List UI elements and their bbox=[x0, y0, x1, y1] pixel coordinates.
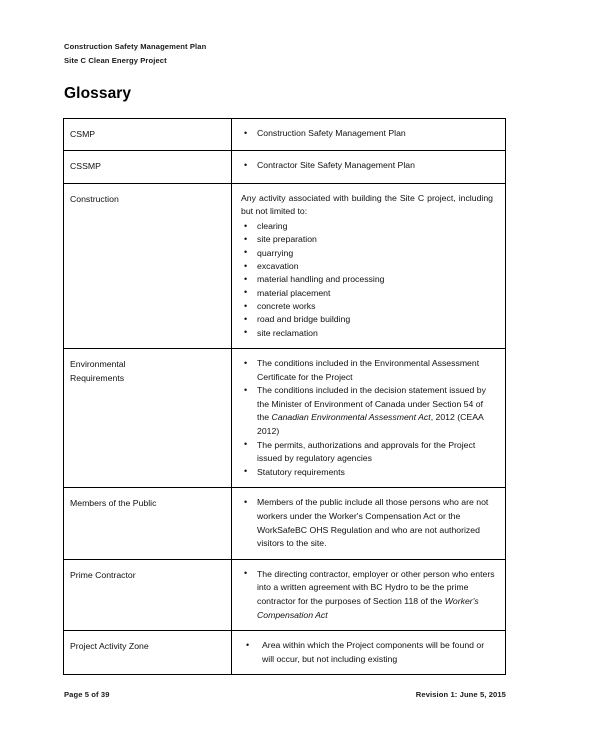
glossary-term-label: Construction bbox=[70, 193, 119, 204]
glossary-term-label-line1: Environmental bbox=[70, 359, 126, 370]
glossary-term-cell bbox=[64, 349, 232, 488]
list-item: • material placement bbox=[241, 287, 497, 300]
definition-list bbox=[241, 159, 497, 173]
glossary-term-cell bbox=[64, 151, 232, 183]
definition-list bbox=[241, 220, 497, 340]
list-item: • concrete works bbox=[241, 300, 497, 313]
list-item: • excavation bbox=[241, 260, 497, 273]
list-item: • road and bridge building bbox=[241, 313, 497, 326]
glossary-term-label: CSMP bbox=[70, 129, 96, 139]
list-item-text-italic: Worker's Compensation Act bbox=[257, 596, 479, 620]
definition-list bbox=[241, 639, 497, 666]
header-line-document-title: Construction Safety Management Plan bbox=[64, 42, 207, 51]
document-footer bbox=[64, 690, 506, 699]
list-item: • site preparation bbox=[241, 233, 497, 246]
list-item-text-after: , 2012 (CEAA 2012) bbox=[257, 412, 484, 437]
definition-list bbox=[241, 127, 497, 141]
table-row bbox=[64, 119, 506, 151]
table-row bbox=[64, 151, 506, 183]
table-row bbox=[64, 559, 506, 630]
glossary-term-label: Prime Contractor bbox=[70, 569, 136, 580]
table-row bbox=[64, 349, 506, 488]
glossary-definition-cell bbox=[232, 631, 506, 675]
definition-intro-text: Any activity associated with building the Site C project, including but not limited to: bbox=[241, 192, 493, 217]
page-title: Glossary bbox=[64, 85, 132, 102]
definition-list bbox=[241, 568, 497, 622]
glossary-definition-cell bbox=[232, 488, 506, 559]
glossary-term-cell bbox=[64, 488, 232, 559]
glossary-term-cell bbox=[64, 183, 232, 348]
glossary-definition-cell bbox=[232, 349, 506, 488]
list-item: • Area within which the Project components will be found or will occur, but not including existing bbox=[241, 639, 497, 666]
table-row bbox=[64, 488, 506, 559]
footer-page-number: Page 5 of 39 bbox=[64, 690, 110, 699]
list-item: • material handling and processing bbox=[241, 273, 497, 286]
list-item bbox=[241, 384, 497, 438]
list-item-text-before: The directing contractor, employer or other person who enters into a written agreement with BC Hydro to be the prime contractor for the purposes of Section 118 of the bbox=[257, 568, 495, 606]
list-item: • site reclamation bbox=[241, 327, 497, 340]
list-item: • clearing bbox=[241, 220, 497, 233]
list-item: • Members of the public include all those persons who are not workers under the Worker's Compensation Act or the WorkSafeBC OHS Regulation and who are not authorized visitors to the site. bbox=[241, 496, 497, 550]
definition-list bbox=[241, 496, 497, 550]
list-item-text-italic: Canadian Environmental Assessment Act bbox=[271, 412, 431, 423]
header-line-project-name: Site C Clean Energy Project bbox=[64, 56, 167, 65]
glossary-term-label: Members of the Public bbox=[70, 498, 157, 509]
list-item: • Statutory requirements bbox=[241, 466, 497, 480]
glossary-term-cell bbox=[64, 559, 232, 630]
list-item: • The permits, authorizations and approvals for the Project issued by regulatory agencies bbox=[241, 439, 497, 466]
list-item: • Construction Safety Management Plan bbox=[241, 127, 497, 141]
definition-list bbox=[241, 357, 497, 479]
glossary-term-label-line2: Requirements bbox=[70, 372, 125, 383]
glossary-term-label: CSSMP bbox=[70, 161, 101, 172]
glossary-definition-cell bbox=[232, 183, 506, 348]
table-row bbox=[64, 183, 506, 348]
document-running-header bbox=[64, 40, 504, 68]
list-item: • The conditions included in the Environmental Assessment Certificate for the Project bbox=[241, 357, 497, 384]
glossary-table bbox=[63, 118, 506, 675]
list-item: • Contractor Site Safety Management Plan bbox=[241, 159, 497, 173]
list-item: • quarrying bbox=[241, 247, 497, 260]
glossary-term-cell bbox=[64, 631, 232, 675]
list-item-text-before: The conditions included in the decision statement issued by the Minister of Environment of Canada under Section 54 of the bbox=[257, 385, 486, 423]
table-row bbox=[64, 631, 506, 675]
glossary-term-cell bbox=[64, 119, 232, 151]
glossary-term-label: Project Activity Zone bbox=[70, 641, 149, 652]
list-item bbox=[241, 568, 497, 622]
footer-revision: Revision 1: June 5, 2015 bbox=[415, 690, 506, 699]
glossary-definition-cell bbox=[232, 559, 506, 630]
glossary-definition-cell bbox=[232, 151, 506, 183]
glossary-definition-cell bbox=[232, 119, 506, 151]
